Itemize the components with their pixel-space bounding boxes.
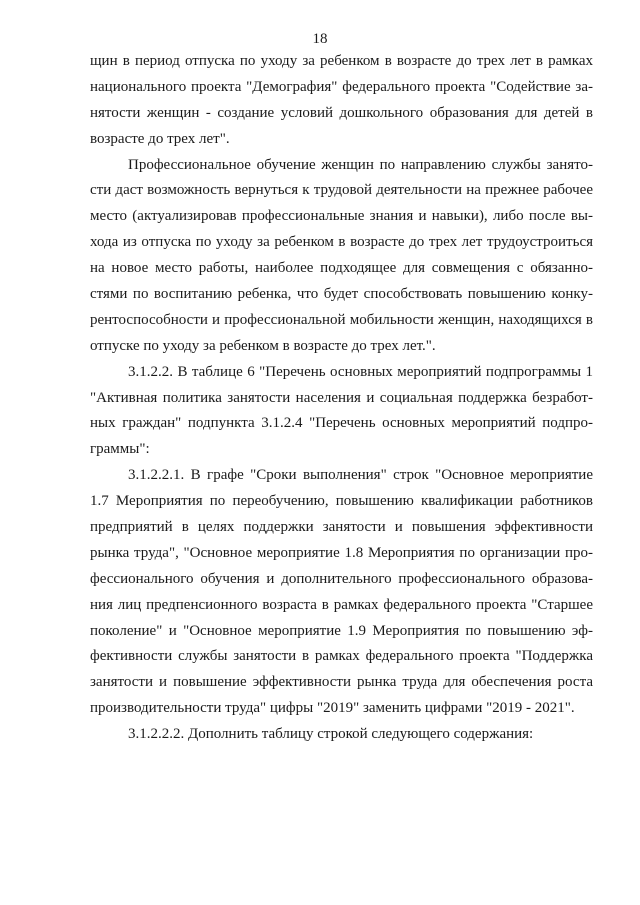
text-line: 3.1.2.2.1. В графе "Сроки выполнения" строк "Основное мероприятие — [128, 467, 593, 484]
paragraph-continuation — [90, 49, 593, 153]
paragraph-section-3-1-2-2-2 — [90, 722, 593, 748]
text-line: производительности труда" цифры "2019" заменить цифрами "2019 - 2021". — [90, 700, 575, 717]
text-line: ния лиц предпенсионного возраста в рамках федерального проекта "Старшее — [90, 596, 593, 613]
text-line: "Активная политика занятости населения и социальная поддержка безработ- — [90, 389, 593, 406]
text-line: Профессиональное обучение женщин по направлению службы занято- — [128, 156, 593, 173]
text-line: отпуске по уходу за ребенком в возрасте до трех лет.". — [90, 337, 436, 354]
text-line: поколение" и "Основное мероприятие 1.9 Мероприятия по повышению эф- — [90, 622, 593, 639]
text-line: национального проекта "Демография" федерального проекта "Содействие за- — [90, 78, 593, 95]
page-number: 18 — [312, 31, 328, 47]
paragraph-section-3-1-2-2 — [90, 360, 593, 464]
text-line: рентоспособности и профессиональной мобильности женщин, находящихся в — [90, 311, 593, 328]
text-line: рынка труда", "Основное мероприятие 1.8 Мероприятия по организации про- — [90, 544, 593, 561]
paragraph-professional-training — [90, 153, 593, 360]
text-line: занятости и повышение эффективности рынка труда для обеспечения роста — [90, 674, 593, 691]
text-line: на новое место работы, наиболее подходящее для совмещения с обязанно- — [90, 260, 593, 277]
text-line: сти даст возможность вернуться к трудовой деятельности на прежнее рабочее — [90, 182, 593, 199]
paragraph-section-3-1-2-2-1 — [90, 463, 593, 722]
text-line: возрасте до трех лет". — [90, 130, 230, 147]
text-line: предприятий в целях поддержки занятости и повышения эффективности — [90, 519, 593, 536]
text-line: место (актуализировав профессиональные знания и навыки), либо после вы- — [90, 208, 593, 225]
text-line: стями по воспитанию ребенка, что будет способствовать повышению конку- — [90, 286, 593, 303]
text-line: фессионального обучения и дополнительного профессионального образова- — [90, 570, 593, 587]
text-line: хода из отпуска по уходу за ребенком в возрасте до трех лет трудоустроиться — [90, 234, 593, 251]
text-line: 1.7 Мероприятия по переобучению, повышению квалификации работников — [90, 493, 593, 510]
document-body — [90, 49, 593, 748]
text-line: фективности службы занятости в рамках федерального проекта "Поддержка — [90, 648, 593, 665]
text-line: щин в период отпуска по уходу за ребенком в возрасте до трех лет в рамках — [90, 53, 593, 69]
text-line: 3.1.2.2. В таблице 6 "Перечень основных мероприятий подпрограммы 1 — [128, 363, 593, 380]
text-line: 3.1.2.2.2. Дополнить таблицу строкой следующего содержания: — [128, 726, 534, 743]
text-line: ных граждан" подпункта 3.1.2.4 "Перечень основных мероприятий подпро- — [90, 415, 593, 432]
text-line: граммы": — [90, 441, 150, 458]
text-line: нятости женщин - создание условий дошкольного образования для детей в — [90, 104, 593, 121]
